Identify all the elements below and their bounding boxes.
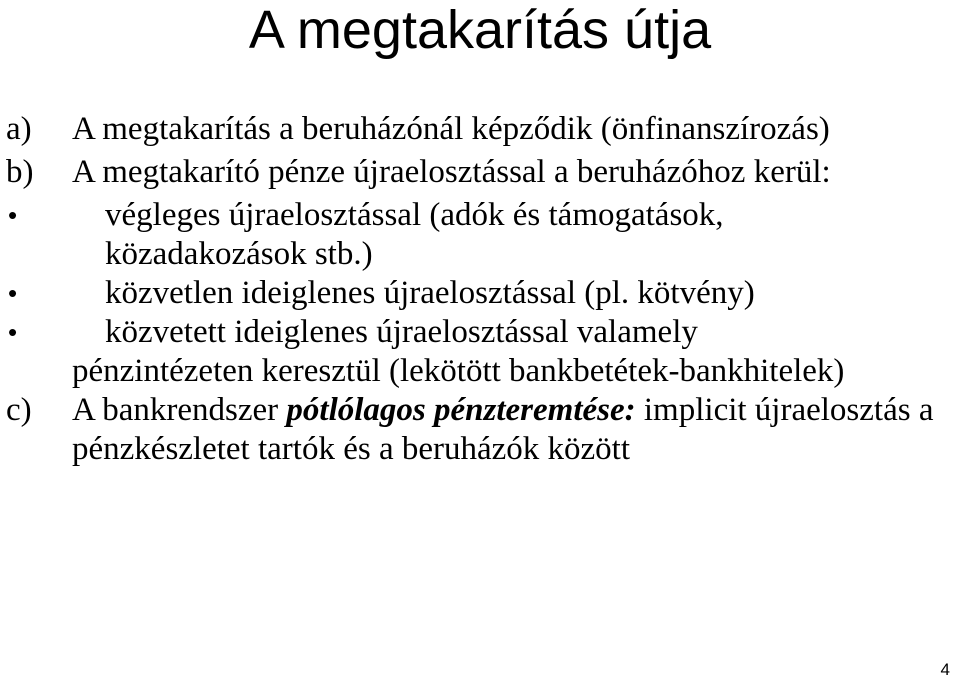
list-item-a: [0, 110, 960, 149]
item-marker: b): [6, 154, 34, 190]
slide-content: [0, 110, 960, 469]
item-marker: c): [6, 392, 32, 428]
item-text: A megtakarítás a beruházónál képződik (önfinanszírozás): [72, 111, 830, 147]
list-item-c: [0, 391, 960, 469]
bullet-lead: végleges újraelosztással (adók és támogatások,: [105, 197, 724, 233]
item-text-before: A bankrendszer: [72, 392, 287, 428]
bullet-lead: közvetlen ideiglenes újraelosztással (pl. kötvény): [105, 275, 755, 311]
bullet-continuation: közadakozások stb.): [105, 236, 373, 272]
item-emphasis: pótlólagos pénzteremtése:: [286, 392, 636, 428]
page-number: 4: [940, 660, 950, 679]
item-text-after: implicit újraelosztás a pénzkészletet tartók és a beruházók között: [72, 392, 934, 467]
list-item-b: [0, 153, 960, 192]
bullet-item-indirect: [0, 313, 960, 391]
bullet-icon: •: [8, 317, 18, 347]
bullet-continuation: pénzintézeten keresztül (lekötött bankbetétek-bankhitelek): [72, 353, 845, 389]
item-text: A megtakarító pénze újraelosztással a beruházóhoz kerül:: [72, 154, 831, 190]
bullet-icon: •: [8, 200, 18, 230]
bullet-lead: közvetett ideiglenes újraelosztással valamely: [105, 314, 698, 350]
bullet-icon: •: [8, 278, 18, 308]
bullet-item-permanent: [0, 196, 960, 274]
slide-title: A megtakarítás útja: [248, 0, 712, 60]
bullet-item-direct: [0, 274, 960, 313]
item-marker: a): [6, 111, 32, 147]
